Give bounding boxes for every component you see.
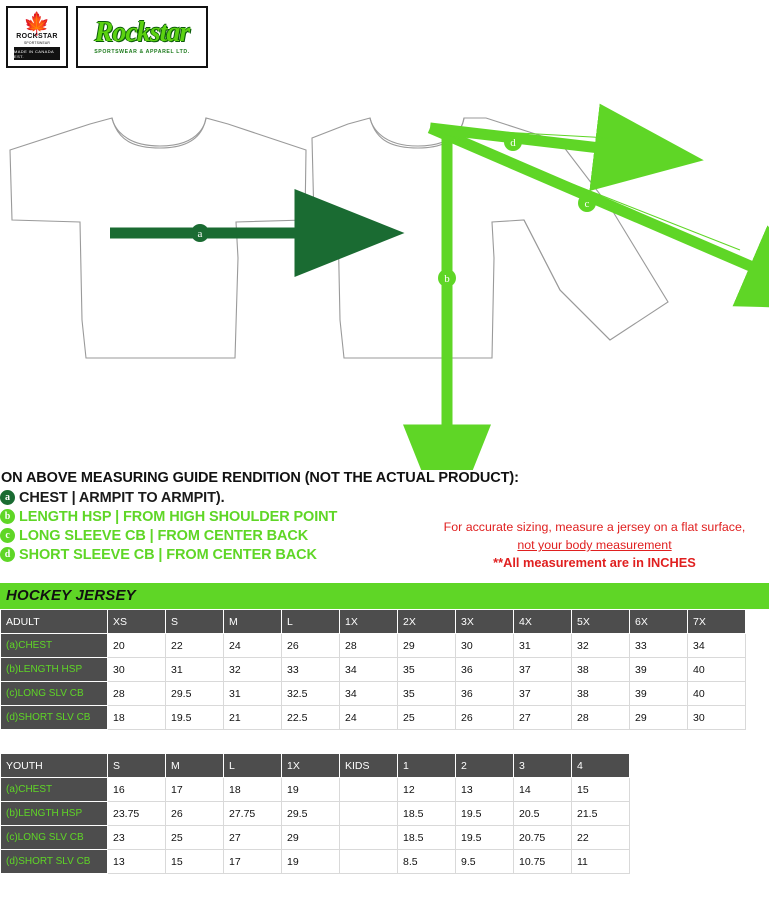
youth-value-cell: 26 (166, 802, 224, 826)
youth-value-cell: 19 (282, 850, 340, 874)
adult-value-cell: 31 (224, 682, 282, 706)
adult-value-cell: 39 (630, 658, 688, 682)
youth-value-cell: 19 (282, 778, 340, 802)
adult-value-cell: 25 (398, 706, 456, 730)
adult-value-cell: 24 (340, 706, 398, 730)
adult-value-cell: 22.5 (282, 706, 340, 730)
legend-item-c-label: LONG SLEEVE CB | FROM CENTER BACK (19, 527, 309, 544)
adult-header-cell: 6X (630, 610, 688, 634)
badge-b-icon: b (0, 509, 15, 524)
adult-value-cell: 33 (630, 634, 688, 658)
svg-text:b: b (444, 273, 450, 285)
youth-header-row (1, 754, 630, 778)
youth-value-cell: 8.5 (398, 850, 456, 874)
youth-value-cell: 10.75 (514, 850, 572, 874)
youth-value-cell: 17 (166, 778, 224, 802)
adult-value-cell: 18 (108, 706, 166, 730)
adult-size-table (0, 609, 746, 730)
adult-header-cell: 7X (688, 610, 746, 634)
adult-row-label: (d)SHORT SLV CB (1, 706, 108, 730)
youth-row-label: (d)SHORT SLV CB (1, 850, 108, 874)
table-row (1, 850, 630, 874)
adult-header-cell: 1X (340, 610, 398, 634)
adult-value-cell: 39 (630, 682, 688, 706)
adult-row-label: (b)LENGTH HSP (1, 658, 108, 682)
youth-row-label: (b)LENGTH HSP (1, 802, 108, 826)
rockstar-logo (76, 6, 208, 68)
adult-header-cell: 3X (456, 610, 514, 634)
youth-value-cell: 21.5 (572, 802, 630, 826)
adult-value-cell: 22 (166, 634, 224, 658)
adult-value-cell: 27 (514, 706, 572, 730)
legend-title: ON ABOVE MEASURING GUIDE RENDITION (NOT THE ACTUAL PRODUCT): (1, 470, 519, 486)
adult-header-row (1, 610, 746, 634)
youth-value-cell: 14 (514, 778, 572, 802)
youth-value-cell: 29.5 (282, 802, 340, 826)
adult-value-cell: 37 (514, 658, 572, 682)
youth-value-cell: 17 (224, 850, 282, 874)
youth-header-cell: YOUTH (1, 754, 108, 778)
adult-value-cell: 36 (456, 658, 514, 682)
adult-value-cell: 32 (572, 634, 630, 658)
maple-logo-bar: MADE IN CANADA EST. (14, 47, 60, 60)
youth-header-cell: 1 (398, 754, 456, 778)
adult-value-cell: 40 (688, 658, 746, 682)
adult-row-label: (a)CHEST (1, 634, 108, 658)
badge-a-icon: a (0, 490, 15, 505)
size-tables (0, 583, 769, 874)
adult-header-cell: 4X (514, 610, 572, 634)
adult-value-cell: 34 (688, 634, 746, 658)
youth-value-cell: 20.5 (514, 802, 572, 826)
youth-value-cell: 18 (224, 778, 282, 802)
table-row (1, 634, 746, 658)
youth-value-cell: 23.75 (108, 802, 166, 826)
maple-logo-title: ROCKSTAR (16, 33, 58, 40)
adult-value-cell: 20 (108, 634, 166, 658)
adult-header-cell: L (282, 610, 340, 634)
youth-header-cell: S (108, 754, 166, 778)
adult-header-cell: XS (108, 610, 166, 634)
legend-item-b-label: LENGTH HSP | FROM HIGH SHOULDER POINT (19, 508, 338, 525)
youth-value-cell: 19.5 (456, 826, 514, 850)
adult-value-cell: 30 (688, 706, 746, 730)
table-row (1, 682, 746, 706)
youth-value-cell: 12 (398, 778, 456, 802)
youth-header-cell: 2 (456, 754, 514, 778)
adult-value-cell: 38 (572, 658, 630, 682)
youth-value-cell: 9.5 (456, 850, 514, 874)
youth-header-cell: KIDS (340, 754, 398, 778)
jersey-measurement-diagram (0, 90, 769, 470)
youth-value-cell: 15 (166, 850, 224, 874)
youth-value-cell: 27 (224, 826, 282, 850)
adult-row-label: (c)LONG SLV CB (1, 682, 108, 706)
youth-value-cell (340, 802, 398, 826)
sizing-note-line1: For accurate sizing, measure a jersey on a flat surface, (443, 520, 746, 534)
adult-value-cell: 34 (340, 682, 398, 706)
adult-value-cell: 34 (340, 658, 398, 682)
youth-value-cell: 27.75 (224, 802, 282, 826)
youth-value-cell (340, 850, 398, 874)
youth-value-cell: 20.75 (514, 826, 572, 850)
adult-header-cell: S (166, 610, 224, 634)
adult-value-cell: 28 (340, 634, 398, 658)
youth-value-cell: 18.5 (398, 802, 456, 826)
table-row (1, 706, 746, 730)
youth-header-cell: 3 (514, 754, 572, 778)
youth-header-cell: 1X (282, 754, 340, 778)
youth-header-cell: M (166, 754, 224, 778)
adult-value-cell: 24 (224, 634, 282, 658)
table-row (1, 778, 630, 802)
youth-header-cell: 4 (572, 754, 630, 778)
youth-value-cell: 29 (282, 826, 340, 850)
table-row (1, 658, 746, 682)
youth-row-label: (c)LONG SLV CB (1, 826, 108, 850)
adult-value-cell: 38 (572, 682, 630, 706)
sizing-note-line2: not your body measurement (517, 538, 672, 552)
maple-logo-subtitle: SPORTSWEAR (23, 41, 51, 45)
maple-logo (6, 6, 68, 68)
adult-value-cell: 26 (456, 706, 514, 730)
adult-value-cell: 35 (398, 682, 456, 706)
logo-row (6, 6, 208, 68)
youth-value-cell: 11 (572, 850, 630, 874)
svg-text:d: d (510, 137, 516, 149)
youth-value-cell: 19.5 (456, 802, 514, 826)
sizing-note (420, 518, 769, 572)
youth-size-table (0, 753, 630, 874)
badge-d-icon: d (0, 547, 15, 562)
adult-value-cell: 26 (282, 634, 340, 658)
youth-header-cell: L (224, 754, 282, 778)
rockstar-logo-subtitle: SPORTSWEAR & APPAREL LTD. (94, 49, 190, 55)
adult-value-cell: 31 (514, 634, 572, 658)
adult-header-cell: 5X (572, 610, 630, 634)
legend-item-a-label: CHEST | ARMPIT TO ARMPIT). (19, 489, 225, 506)
svg-text:a: a (197, 228, 203, 240)
adult-value-cell: 37 (514, 682, 572, 706)
adult-value-cell: 32.5 (282, 682, 340, 706)
badge-c-icon: c (0, 528, 15, 543)
adult-header-cell: ADULT (1, 610, 108, 634)
youth-value-cell: 18.5 (398, 826, 456, 850)
adult-value-cell: 35 (398, 658, 456, 682)
youth-row-label: (a)CHEST (1, 778, 108, 802)
adult-value-cell: 19.5 (166, 706, 224, 730)
youth-value-cell: 23 (108, 826, 166, 850)
svg-text:c: c (584, 198, 590, 210)
youth-value-cell: 13 (456, 778, 514, 802)
table-spacer (0, 730, 10, 753)
adult-value-cell: 28 (108, 682, 166, 706)
sizing-note-line3: **All measurement are in INCHES (493, 555, 696, 570)
adult-value-cell: 29.5 (166, 682, 224, 706)
youth-value-cell: 15 (572, 778, 630, 802)
adult-value-cell: 30 (456, 634, 514, 658)
youth-value-cell: 13 (108, 850, 166, 874)
adult-value-cell: 36 (456, 682, 514, 706)
adult-value-cell: 28 (572, 706, 630, 730)
size-table-title: HOCKEY JERSEY (0, 583, 769, 609)
legend-item-a (0, 488, 769, 507)
adult-header-cell: 2X (398, 610, 456, 634)
table-row (1, 826, 630, 850)
adult-value-cell: 29 (630, 706, 688, 730)
adult-value-cell: 40 (688, 682, 746, 706)
youth-value-cell (340, 778, 398, 802)
adult-value-cell: 29 (398, 634, 456, 658)
adult-value-cell: 31 (166, 658, 224, 682)
youth-value-cell (340, 826, 398, 850)
adult-value-cell: 33 (282, 658, 340, 682)
youth-value-cell: 16 (108, 778, 166, 802)
adult-value-cell: 32 (224, 658, 282, 682)
rockstar-logo-word: Rockstar (94, 17, 190, 48)
adult-header-cell: M (224, 610, 282, 634)
adult-value-cell: 21 (224, 706, 282, 730)
youth-value-cell: 22 (572, 826, 630, 850)
legend-item-d-label: SHORT SLEEVE CB | FROM CENTER BACK (19, 546, 317, 563)
youth-value-cell: 25 (166, 826, 224, 850)
adult-value-cell: 30 (108, 658, 166, 682)
maple-leaf-icon: 🍁 (23, 11, 51, 36)
table-row (1, 802, 630, 826)
